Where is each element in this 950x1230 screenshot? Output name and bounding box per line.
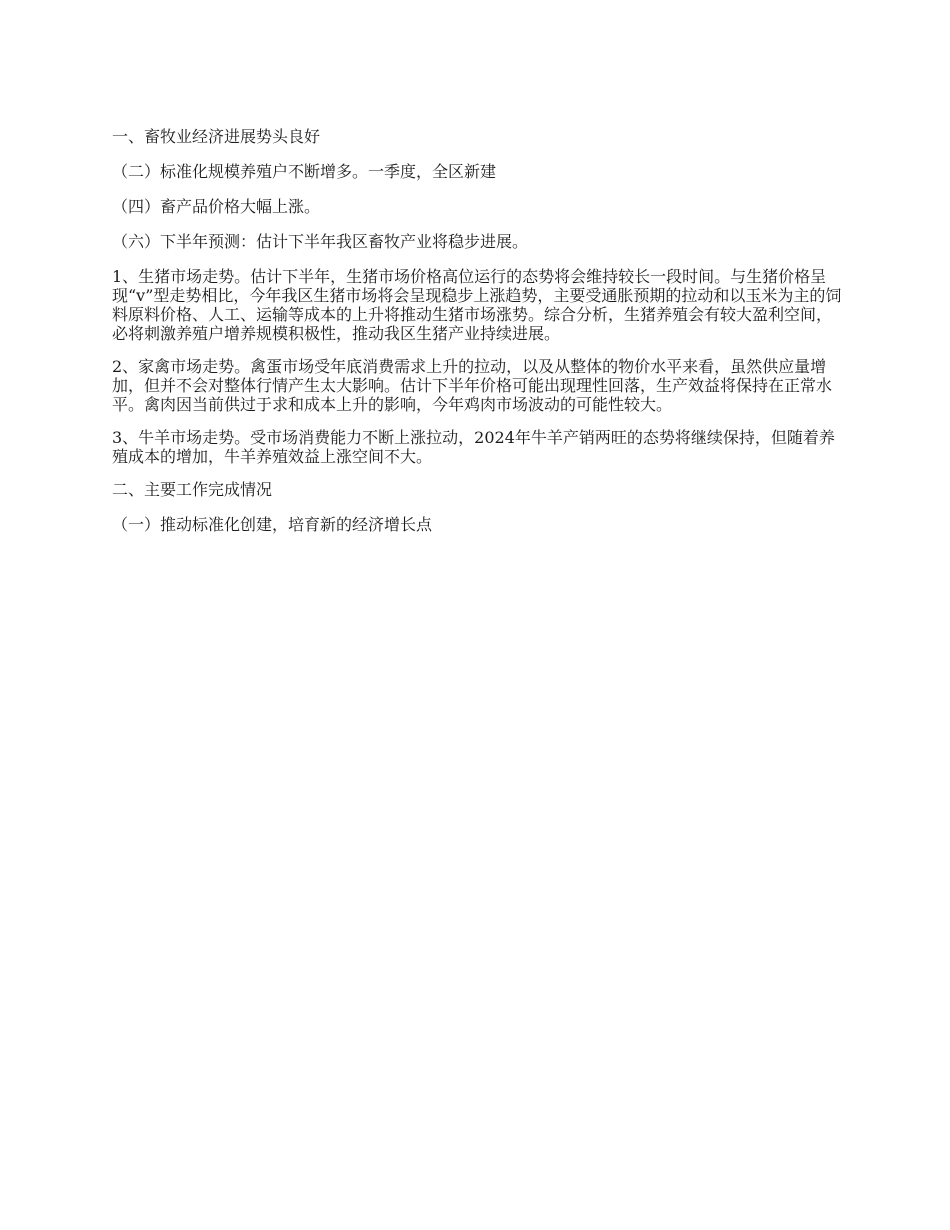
subsection-4: （四）畜产品价格大幅上涨。	[112, 197, 321, 216]
paragraph-cattle-sheep-market: 3、牛羊市场走势。受市场消费能力不断上涨拉动，2024年牛羊产销两旺的态势将继续保持，但随着养殖成本的增加，牛羊养殖效益上涨空间不大。	[112, 428, 835, 466]
subsection-6: （六）下半年预测：估计下半年我区畜牧产业将稳步进展。	[112, 232, 529, 251]
paragraph-pig-market: 1、生猪市场走势。估计下半年，生猪市场价格高位运行的态势将会维持较长一段时间。与生猪价格呈现“v”型走势相比，今年我区生猪市场将会呈现稳步上涨趋势，主要受通胀预期的拉动和以玉米为主的饲料原料价格、人工、运输等成本的上升将推动生猪市场涨势。综合分析，生猪养殖会有较大盈利空间，必将刺激养殖户增养规模积极性，推动我区生猪产业持续进展。	[112, 267, 842, 343]
subsection-2: （二）标准化规模养殖户不断增多。一季度，全区新建	[112, 162, 497, 181]
document-page	[112, 127, 842, 548]
section-heading-2: 二、主要工作完成情况	[112, 480, 273, 499]
section-heading-1: 一、畜牧业经济进展势头良好	[112, 127, 321, 146]
subsection-1: （一）推动标准化创建，培育新的经济增长点	[112, 515, 433, 534]
paragraph-poultry-market: 2、家禽市场走势。禽蛋市场受年底消费需求上升的拉动，以及从整体的物价水平来看，虽然供应量增加，但并不会对整体行情产生太大影响。估计下半年价格可能出现理性回落，生产效益将保持在正常水平。禽肉因当前供过于求和成本上升的影响，今年鸡肉市场波动的可能性较大。	[112, 357, 833, 414]
